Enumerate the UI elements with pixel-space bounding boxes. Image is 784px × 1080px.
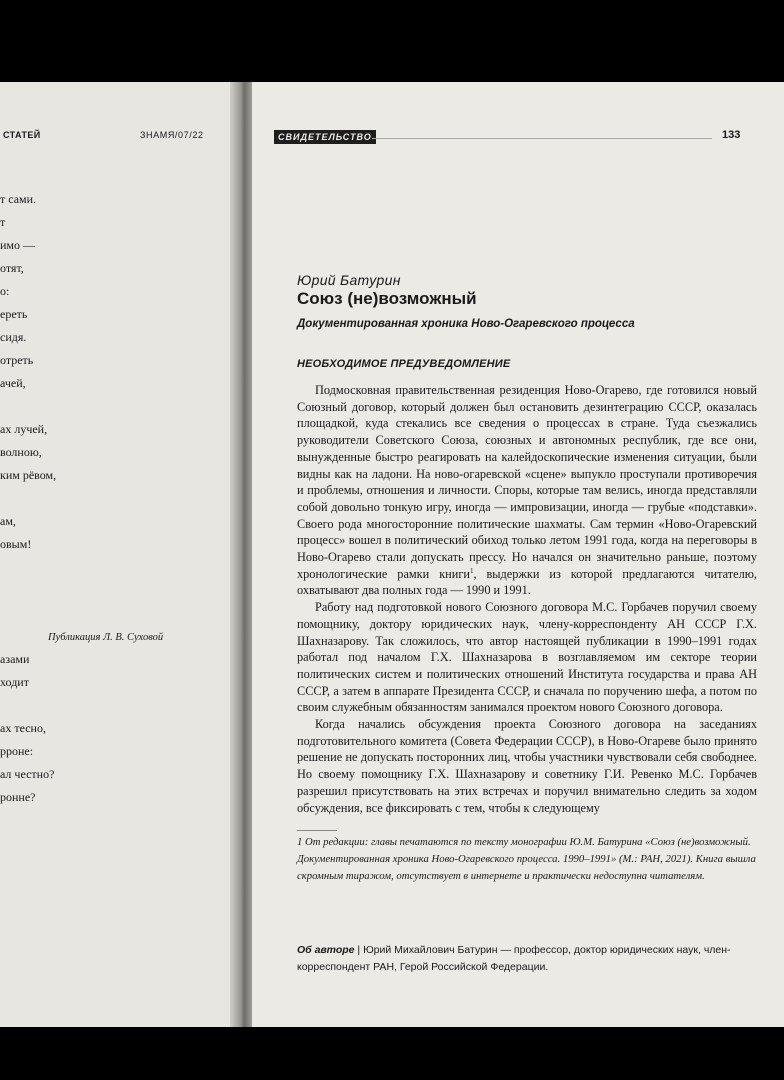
left-text-line: ах лучей,: [0, 422, 48, 436]
left-text-line: отреть: [0, 353, 34, 367]
article-subtitle: Документированная хроника Ново-Огаревского процесса: [297, 318, 635, 330]
left-text-line: о:: [0, 284, 10, 298]
left-text-line: ронне?: [0, 790, 36, 804]
left-text-line: [0, 694, 56, 717]
left-text-line: ал честно?: [0, 767, 55, 781]
left-text-line: овым!: [0, 537, 32, 551]
left-text-line: ачей,: [0, 376, 26, 390]
left-text-line: [0, 579, 56, 602]
paragraph-3: Когда начались обсуждения проекта Союзного договора на заседаниях подготовительного комитета (Совета Федерации СССР), в Ново-Огареве было принято решение не допускать посторонних лиц, чтобы участники чувствовали себя свободнее. Но своему помощнику Г.Х. Шахназарову и советнику Г.И. Ревенко М.С. Горбачев разрешил присутствовать на этих встречах и поручил внимательно следить за ходом обсуждения, все фиксировать с тем, чтобы к следующему: [297, 717, 757, 815]
left-text-line: сидя.: [0, 330, 27, 344]
left-running-head-journal: ЗНАМЯ/07/22: [140, 130, 204, 140]
footnote-reference: 1: [469, 566, 474, 575]
footnote-rule: [297, 830, 337, 831]
about-author: [297, 942, 757, 976]
left-text-line: ким рёвом,: [0, 468, 57, 482]
left-running-head-section: СТАТЕЙ: [3, 130, 41, 140]
page-number: 133: [722, 129, 741, 141]
left-text-line: [0, 602, 56, 625]
paragraph-1-continuation: , выдержки из которой предлагаются читателю, охватывают два полных года — 1990 и 1991.: [297, 566, 757, 598]
left-text-line: т сами.: [0, 192, 37, 206]
paragraph-1-text: Подмосковная правительственная резиденция Ново-Огарево, где готовился новый Союзный договор, который должен был остановить дезинтеграцию СССР, оказалась площадкой, куда стекались все сведения о процессах в стране. Туда съезжались руководители Советского Союза, союзных и автономных республик, где все они, вынужденные быстро реагировать на калейдоскопические изменения ситуации, были видны как на ладони. На ново-огаревской «сцене» выпукло проступали противоречия и проблемы, отношения и личности. Споры, которые там велись, иногда представляли собой довольно тонкую игру, иногда — импровизации, иногда — грубые «подставки». Своего рода многосторонние политические шахматы. Сам термин «Ново-Огаревский процесс» вошел в политический обиход только летом 1991 года, когда на переговоры в Ново-Огарево стали допускать прессу. Но начался он значительно раньше, поэтому хронологические рамки книги: [297, 383, 757, 581]
paragraph-1: [297, 382, 757, 599]
paragraph-2: Работу над подготовкой нового Союзного договора М.С. Горбачев поручил своему помощнику, доктору юридических наук, члену-корреспонденту АН СССР Г.Х. Шахназарову. Так сложилось, что автор настоящей публикации в 1990–1991 годах работал под началом Г.Х. Шахназарова в возглавляемом им секторе теории политических систем и политических отношений Института государства и права АН СССР, а затем в аппарате Президента СССР, и сначала по поручению шефа, а потом по своим служебным обязанностям занимался проектом нового Союзного договора.: [297, 600, 757, 715]
section-heading: НЕОБХОДИМОЕ ПРЕДУВЕДОМЛЕНИЕ: [297, 358, 511, 370]
left-text-line: рроне:: [0, 744, 34, 758]
left-text-line: отят,: [0, 261, 24, 275]
left-text-line: т: [0, 215, 6, 229]
left-text-line: [0, 556, 56, 579]
about-author-text: Юрий Михайлович Батурин — профессор, доктор юридических наук, член-корреспондент РАН, Герой Российской Федерации.: [297, 944, 731, 973]
footnote: 1 От редакции: главы печатаются по тексту монографии Ю.М. Батурина «Союз (не)возможный. Документированная хроника Ново-Огаревского процесса. 1990–1991» (М.: РАН, 2021). Книга вышла скромным тиражом, отсутствует в интернете и практически недоступна читателям.: [297, 836, 756, 882]
left-text-line: ереть: [0, 307, 28, 321]
left-text-line: волною,: [0, 445, 42, 459]
left-text-line: [0, 487, 56, 510]
left-text-line: имо —: [0, 238, 36, 252]
section-label: СВИДЕТЕЛЬСТВО: [274, 130, 376, 144]
right-page: [252, 82, 784, 1027]
left-page: [0, 82, 240, 1027]
running-head-rule: [372, 138, 712, 139]
article-title: Союз (не)возможный: [297, 289, 477, 308]
publication-note: Публикация Л. В. Суховой: [48, 632, 164, 643]
article-body: [297, 382, 757, 816]
left-page-text: [0, 188, 56, 809]
about-author-label: Об авторе: [297, 944, 355, 956]
left-text-line: ам,: [0, 514, 16, 528]
left-text-line: ах тесно,: [0, 721, 46, 735]
about-author-separator: |: [354, 944, 364, 956]
left-text-line: ходит: [0, 675, 29, 689]
article-author: Юрий Батурин: [297, 272, 401, 288]
left-text-line: азами: [0, 652, 30, 666]
left-text-line: [0, 395, 56, 418]
